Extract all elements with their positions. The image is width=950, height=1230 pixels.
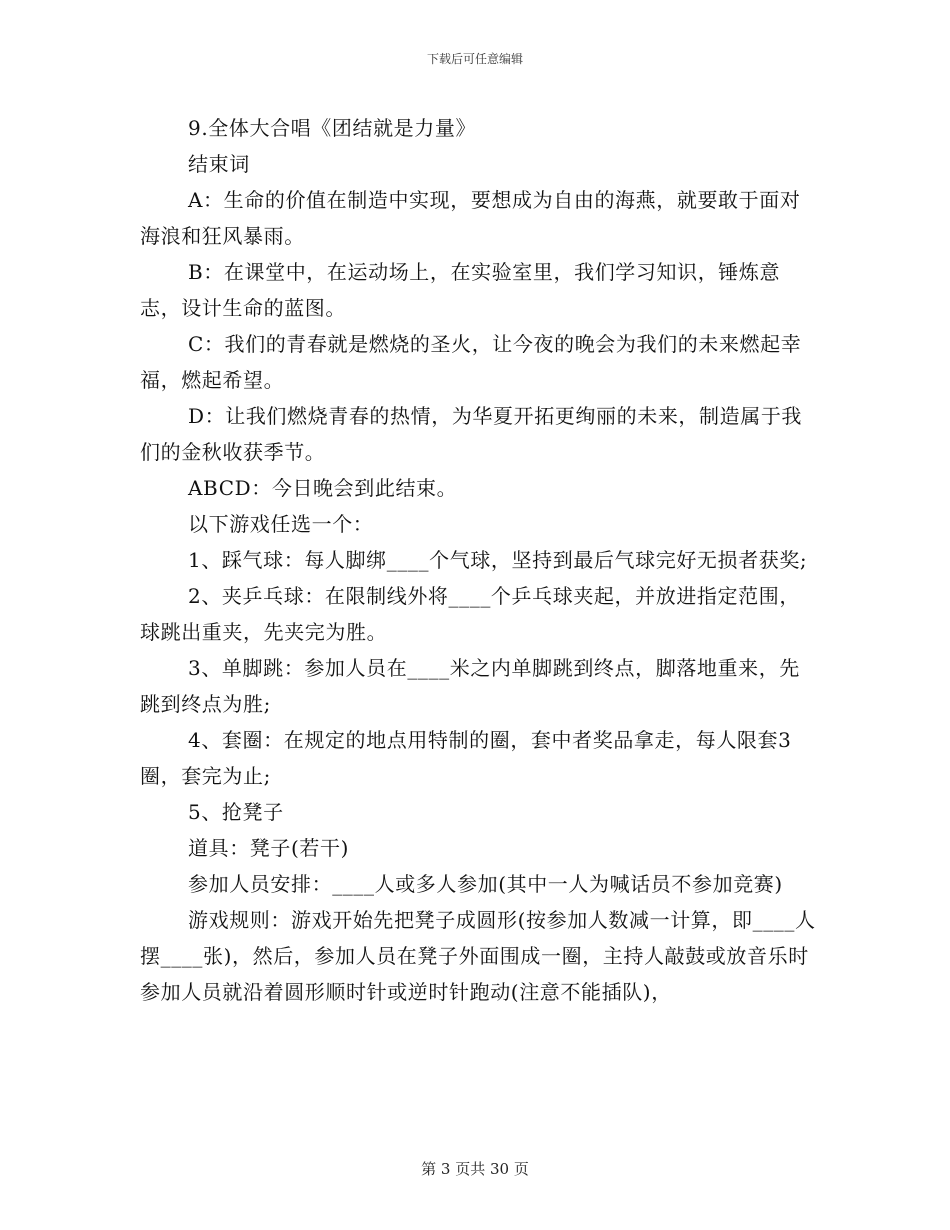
paragraph: B：在课堂中，在运动场上，在实验室里，我们学习知识，锤炼意志，设计生命的蓝图。: [140, 260, 781, 320]
paragraph: C：我们的青春就是燃烧的圣火，让今夜的晚会为我们的未来燃起幸福，燃起希望。: [140, 332, 802, 392]
paragraph: 结束词: [188, 152, 250, 176]
paragraph: 2、夹乒乓球：在限制线外将____个乒乓球夹起，并放进指定范围，球跳出重夹，先夹完为胜。: [140, 584, 800, 644]
paragraph: A：生命的价值在制造中实现，要想成为自由的海燕，就要敢于面对海浪和狂风暴雨。: [140, 188, 801, 248]
paragraph: 3、单脚跳：参加人员在____米之内单脚跳到终点，脚落地重来，先跳到终点为胜;: [140, 656, 800, 716]
page-header: 下载后可任意编辑: [426, 52, 523, 66]
document-body: [140, 110, 820, 1010]
paragraph: 4、套圈：在规定的地点用特制的圈，套中者奖品拿走，每人限套3圈，套完为止;: [140, 728, 792, 788]
paragraph: 1、踩气球：每人脚绑____个气球，坚持到最后气球完好无损者获奖;: [188, 548, 808, 572]
paragraph: D：让我们燃烧青春的热情，为华夏开拓更绚丽的未来，制造属于我们的金秋收获季节。: [140, 404, 803, 464]
paragraph: 参加人员安排：____人或多人参加(其中一人为喊话员不参加竞赛): [188, 872, 783, 896]
paragraph: 5、抢凳子: [188, 800, 284, 824]
page-footer: 第 3 页共 30 页: [421, 1160, 529, 1178]
paragraph: 道具：凳子(若干): [188, 836, 350, 860]
paragraph: 9.全体大合唱《团结就是力量》: [188, 116, 477, 140]
paragraph: 游戏规则：游戏开始先把凳子成圆形(按参加人数减一计算，即____人摆____张)，然后，参加人员在凳子外面围成一圈，主持人敲鼓或放音乐时参加人员就沿着圆形顺时针或逆时针跑动(注意不能插队)，: [140, 908, 816, 1004]
paragraph: 以下游戏任选一个：: [188, 512, 374, 536]
paragraph: ABCD：今日晚会到此结束。: [188, 476, 458, 500]
